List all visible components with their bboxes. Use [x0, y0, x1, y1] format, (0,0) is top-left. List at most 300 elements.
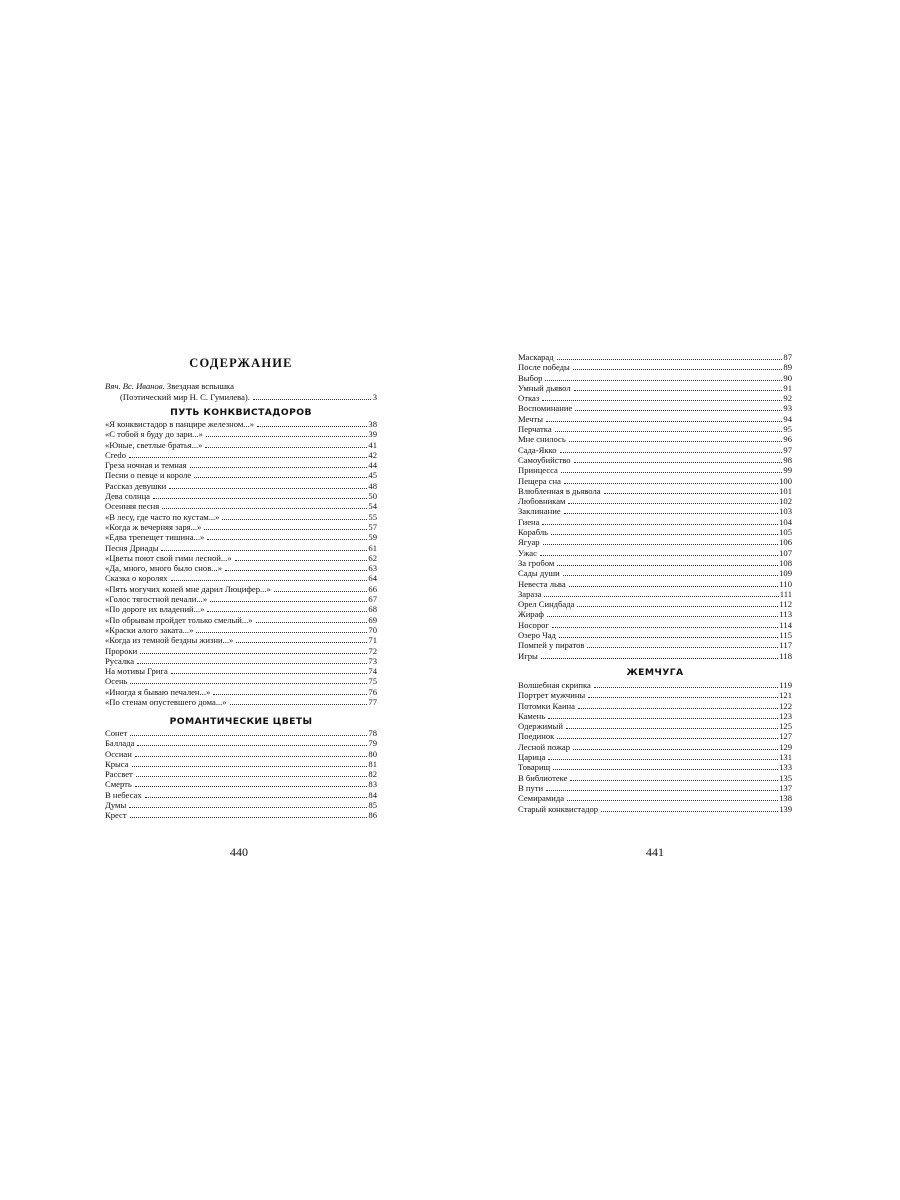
leader-dots: [225, 570, 367, 571]
toc-entry-page: 100: [779, 475, 792, 486]
toc-entry: [518, 496, 792, 506]
toc-entry-title: «Пять могучих коней мне дарил Люцифер...»: [105, 583, 271, 594]
leader-dots: [604, 493, 779, 494]
toc-entry: [105, 759, 377, 769]
toc-entry: [518, 721, 792, 731]
leader-dots: [222, 519, 367, 520]
toc-entry-title: Песни о певце и короле: [105, 470, 192, 481]
toc-entry-title: На мотивы Грига: [105, 666, 168, 677]
toc-entry-title: Мне снилось: [518, 434, 566, 445]
toc-entry-title: Принцесса: [518, 465, 558, 476]
leader-dots: [546, 790, 778, 791]
toc-entry-page: 122: [779, 700, 792, 711]
toc-entry-page: 118: [779, 650, 792, 661]
toc-entry-title: Семирамида: [518, 793, 565, 804]
intro-title-line2: (Поэтический мир Н. С. Гумилева).: [120, 392, 250, 402]
leader-dots: [130, 735, 367, 736]
toc-entry: [518, 651, 792, 661]
toc-entry: [518, 742, 792, 752]
toc-entry-title: «Когда из темной бездны жизни...»: [105, 635, 234, 646]
toc-entry-title: «Краски алого заката...»: [105, 624, 194, 635]
toc-entry: [105, 522, 377, 532]
toc-entry-title: Ягуар: [518, 537, 540, 548]
toc-entry: [105, 810, 377, 820]
toc-entry: [105, 440, 377, 450]
toc-entry: [518, 711, 792, 721]
leader-dots: [575, 410, 782, 411]
toc-entry: [518, 414, 792, 424]
toc-entry-page: 72: [368, 645, 377, 656]
toc-entry-page: 39: [368, 429, 377, 440]
toc-entry: [105, 615, 377, 625]
toc-entry: [518, 434, 792, 444]
toc-entry-title: Крыса: [105, 758, 129, 769]
toc-entry-title: Думы: [105, 800, 127, 811]
toc-entry-page: 62: [368, 552, 377, 563]
toc-entry: [105, 450, 377, 460]
leader-dots: [578, 708, 778, 709]
section-title-pearls: ЖЕМЧУГА: [626, 667, 684, 678]
toc-entry-title: Волшебная скрипка: [518, 680, 591, 690]
toc-entry-page: 90: [783, 372, 792, 383]
leader-dots: [546, 421, 782, 422]
section-title-conquistadors: ПУТЬ КОНКВИСТАДОРОВ: [170, 407, 312, 418]
section-list-pearls: [518, 680, 792, 814]
toc-entry: [518, 465, 792, 475]
leader-dots: [196, 632, 367, 633]
toc-entry-title: Рассвет: [105, 769, 133, 780]
leader-dots: [235, 560, 368, 561]
toc-entry-title: Выбор: [518, 372, 543, 383]
toc-entry-title: Игры: [518, 650, 538, 661]
leader-dots: [205, 447, 367, 448]
toc-entry-page: 131: [779, 752, 792, 763]
leader-dots: [541, 658, 779, 659]
toc-entry-page: 59: [368, 532, 377, 543]
toc-entry-page: 135: [779, 772, 792, 783]
toc-entry-title: Ужас: [518, 547, 537, 558]
toc-entry-title: Корабль: [518, 527, 549, 538]
toc-entry-title: Гиена: [518, 516, 540, 527]
toc-entry-title: Рассказ девушки: [105, 480, 167, 491]
toc-entry-page: 68: [368, 604, 377, 615]
toc-entry-title: Воспоминание: [518, 403, 573, 414]
toc-entry: [105, 553, 377, 563]
toc-entry-title: Орел Синдбада: [518, 599, 575, 610]
toc-entry-page: 73: [368, 655, 377, 666]
toc-entry: [105, 419, 377, 429]
toc-entry-title: Баллада: [105, 738, 135, 749]
toc-entry: [105, 790, 377, 800]
toc-entry: [518, 486, 792, 496]
toc-entry-page: 125: [779, 721, 792, 732]
toc-entry: [105, 697, 377, 707]
toc-entry: [105, 676, 377, 686]
toc-entry-title: Носорог: [518, 619, 549, 630]
toc-entry: [105, 563, 377, 573]
toc-entry: [518, 762, 792, 772]
toc-entry-page: 97: [783, 444, 792, 455]
toc-entry-page: 96: [783, 434, 792, 445]
toc-entry: [518, 568, 792, 578]
toc-entry-title: Умный дьявол: [518, 382, 571, 393]
leader-dots: [542, 400, 782, 401]
section-title-romantic-flowers: РОМАНТИЧЕСКИЕ ЦВЕТЫ: [169, 716, 313, 727]
toc-entry-page: 107: [779, 547, 792, 558]
toc-entry-page: 127: [779, 731, 792, 742]
leader-dots: [129, 457, 367, 458]
toc-entry: [105, 594, 377, 604]
toc-entry: [105, 491, 377, 501]
toc-entry-title: Самоубийство: [518, 454, 571, 465]
leader-dots: [573, 749, 778, 750]
leader-dots: [574, 390, 783, 391]
toc-entry-page: 77: [368, 697, 377, 708]
toc-entry-title: Русалка: [105, 655, 135, 666]
toc-entry-page: 112: [779, 599, 792, 610]
toc-entry: [105, 481, 377, 491]
toc-entry: [518, 701, 792, 711]
toc-entry-title: Камень: [518, 710, 546, 721]
toc-entry-title: После победы: [518, 362, 570, 373]
leader-dots: [569, 441, 783, 442]
toc-entry: [518, 599, 792, 609]
toc-entry: [105, 656, 377, 666]
toc-entry-page: 89: [783, 362, 792, 373]
toc-entry: [105, 635, 377, 645]
toc-entry-title: Перчатка: [518, 424, 552, 435]
toc-entry-page: 55: [368, 511, 377, 522]
toc-entry: [518, 620, 792, 630]
leader-dots: [132, 766, 368, 767]
toc-entry: [518, 537, 792, 547]
leader-dots: [570, 780, 778, 781]
toc-entry-title: «Я конквистадор в панцире железном...»: [105, 419, 255, 429]
toc-entry: [518, 731, 792, 741]
toc-entry-page: 91: [783, 382, 792, 393]
toc-entry: [105, 501, 377, 511]
leader-dots: [256, 622, 368, 623]
toc-entry: [105, 800, 377, 810]
leader-dots: [557, 738, 778, 739]
toc-entry-page: 54: [368, 501, 377, 512]
toc-entry: [518, 680, 792, 690]
leader-dots: [566, 728, 778, 729]
toc-entry-title: «Да, много, много было снов...»: [105, 563, 222, 574]
toc-entry-title: Товарищ: [518, 762, 551, 773]
toc-entry-page: 94: [783, 413, 792, 424]
toc-entry: [105, 460, 377, 470]
leader-dots: [204, 529, 367, 530]
toc-entry: [518, 579, 792, 589]
toc-entry: [105, 584, 377, 594]
toc-entry: [518, 630, 792, 640]
leader-dots: [573, 369, 783, 370]
toc-entry-page: 44: [368, 460, 377, 471]
leader-dots: [601, 811, 778, 812]
toc-entry: [518, 362, 792, 372]
leader-dots: [257, 426, 367, 427]
leader-dots: [551, 534, 778, 535]
toc-entry-page: 103: [779, 506, 792, 517]
toc-entry-page: 133: [779, 762, 792, 773]
toc-entry-title: Дева солнца: [105, 491, 150, 502]
toc-entry-page: 41: [368, 439, 377, 450]
toc-entry-title: «Голос тягостной печали...»: [105, 594, 208, 605]
leader-dots: [561, 472, 783, 473]
toc-entry: [518, 352, 792, 362]
leader-dots: [130, 817, 368, 818]
toc-entry-page: 79: [368, 738, 377, 749]
leader-dots: [555, 431, 783, 432]
toc-entry-page: 123: [779, 710, 792, 721]
toc-entry-title: Сказка о королях: [105, 573, 168, 584]
leader-dots: [560, 452, 783, 453]
leader-dots: [194, 477, 367, 478]
toc-entry-page: 67: [368, 594, 377, 605]
toc-entry-page: 42: [368, 449, 377, 460]
toc-entry-title: Помпей у пиратов: [518, 640, 585, 651]
toc-entry-page: 76: [368, 686, 377, 697]
leader-dots: [548, 759, 778, 760]
toc-entry-page: 99: [783, 465, 792, 476]
leader-dots: [542, 524, 778, 525]
toc-entry-page: 139: [779, 803, 792, 814]
toc-entry-page: 66: [368, 583, 377, 594]
toc-entry-page: 50: [368, 491, 377, 502]
toc-entry-page: 98: [783, 454, 792, 465]
toc-entry-title: «Юные, светлые братья...»: [105, 439, 203, 450]
leader-dots: [145, 797, 368, 798]
toc-entry-page: 101: [779, 485, 792, 496]
leader-dots: [236, 642, 367, 643]
toc-entry-title: «Едва трепещет тишина...»: [105, 532, 205, 543]
toc-entry: [105, 429, 377, 439]
toc-entry-title: Мечты: [518, 413, 543, 424]
toc-entry: [105, 543, 377, 553]
toc-entry-title: Греза ночная и темная: [105, 460, 187, 471]
toc-entry-page: 92: [783, 393, 792, 404]
toc-entry-page: 45: [368, 470, 377, 481]
toc-entry-title: За гробом: [518, 557, 555, 568]
intro-title-line1: Звездная вспышка: [166, 381, 234, 391]
toc-entry-title: В пути: [518, 782, 544, 793]
leader-dots: [547, 616, 778, 617]
toc-entry-page: 102: [779, 496, 792, 507]
toc-entry-page: 63: [368, 563, 377, 574]
toc-entry-page: 82: [368, 769, 377, 780]
toc-entry-page: 105: [779, 527, 792, 538]
toc-entry-title: Маскарад: [518, 352, 554, 362]
toc-entry: [105, 779, 377, 789]
leader-dots: [161, 550, 367, 551]
toc-entry-page: 48: [368, 480, 377, 491]
toc-entry: [518, 383, 792, 393]
toc-entry-page: 78: [368, 728, 377, 738]
toc-entry-title: «Когда ж вечерняя заря...»: [105, 521, 202, 532]
leader-dots: [567, 800, 778, 801]
leader-dots: [162, 508, 367, 509]
toc-entry-page: 106: [779, 537, 792, 548]
toc-entry: [518, 455, 792, 465]
toc-entry-title: «Иногда я бываю печален...»: [105, 686, 211, 697]
toc-entry-title: «В лесу, где часто по кустам...»: [105, 511, 220, 522]
toc-entry-title: Портрет мужчины: [518, 690, 586, 701]
toc-entry-title: Песня Дриады: [105, 542, 159, 553]
leader-dots: [129, 807, 367, 808]
toc-entry-page: 74: [368, 666, 377, 677]
toc-entry-title: Царица: [518, 752, 546, 763]
leader-dots: [557, 359, 783, 360]
toc-entry-title: Отказ: [518, 393, 540, 404]
leader-dots: [594, 687, 779, 688]
toc-entry: [105, 532, 377, 542]
toc-entry-title: Одержимый: [518, 721, 563, 732]
toc-entry: [518, 393, 792, 403]
toc-entry-page: 95: [783, 424, 792, 435]
toc-entry: [518, 752, 792, 762]
toc-entry-page: 121: [779, 690, 792, 701]
toc-entry-title: «По обрывам пройдет только смелый...»: [105, 614, 253, 625]
leader-dots: [548, 718, 778, 719]
page-number-right: 441: [646, 845, 664, 859]
toc-entry-title: Лесной пожар: [518, 741, 570, 752]
leader-dots: [169, 488, 367, 489]
toc-entry-title: «Цветы поют свой гимн лесной...»: [105, 552, 232, 563]
toc-entry-title: Потомки Каина: [518, 700, 575, 711]
toc-entry-title: Пророки: [105, 645, 138, 656]
toc-entry-title: «По стенам опустевшего дома...»: [105, 697, 227, 708]
toc-entry: [518, 793, 792, 803]
toc-entry-title: Зараза: [518, 588, 542, 599]
toc-entry-page: 113: [779, 609, 792, 620]
leader-dots: [213, 694, 367, 695]
toc-entry-page: 80: [368, 748, 377, 759]
leader-dots: [564, 483, 778, 484]
toc-entry: [105, 749, 377, 759]
toc-entry: [105, 728, 377, 738]
toc-entry-title: Жираф: [518, 609, 544, 620]
toc-entry-title: Любовникам: [518, 496, 566, 507]
leader-dots: [137, 663, 367, 664]
toc-entry: [518, 527, 792, 537]
toc-entry-page: 84: [368, 789, 377, 800]
toc-entry-title: В библиотеке: [518, 772, 568, 783]
toc-entry-page: 108: [779, 557, 792, 568]
toc-entry-page: 85: [368, 800, 377, 811]
toc-entry: [518, 558, 792, 568]
toc-entry: [518, 589, 792, 599]
leader-dots: [544, 596, 778, 597]
toc-entry-page: 87: [783, 352, 792, 362]
toc-entry: [518, 373, 792, 383]
toc-entry-title: Осень: [105, 676, 128, 687]
toc-entry-page: 117: [779, 640, 792, 651]
toc-entry-title: В небесах: [105, 789, 142, 800]
toc-entry-title: Озеро Чад: [518, 630, 556, 641]
leader-dots: [274, 591, 368, 592]
toc-entry-page: 81: [368, 758, 377, 769]
leader-dots: [577, 606, 778, 607]
toc-entry-page: 83: [368, 779, 377, 790]
toc-entry: [518, 517, 792, 527]
leader-dots: [130, 683, 367, 684]
toc-entry-page: 71: [368, 635, 377, 646]
toc-entry: [105, 604, 377, 614]
leader-dots: [543, 544, 779, 545]
toc-entry-title: Поединок: [518, 731, 555, 742]
toc-entry-page: 61: [368, 542, 377, 553]
contents-title: СОДЕРЖАНИЕ: [189, 356, 293, 370]
toc-entry: [105, 687, 377, 697]
toc-entry-page: 86: [368, 810, 377, 821]
toc-entry-title: Смерть: [105, 779, 132, 790]
toc-entry: [518, 690, 792, 700]
toc-entry-title: Осенняя песня: [105, 501, 160, 512]
toc-entry: [105, 738, 377, 748]
toc-entry: [518, 424, 792, 434]
leader-dots: [540, 555, 778, 556]
toc-entry: [518, 548, 792, 558]
toc-entry-title: Заклинание: [518, 506, 561, 517]
leader-dots: [588, 697, 778, 698]
leader-dots: [207, 611, 367, 612]
toc-entry-page: 110: [779, 578, 792, 589]
toc-entry-page: 75: [368, 676, 377, 687]
leader-dots: [171, 580, 368, 581]
section-list-romantic-flowers: [105, 728, 377, 821]
leader-dots: [557, 565, 778, 566]
toc-entry-title: Пещера сна: [518, 475, 561, 486]
leader-dots: [140, 653, 367, 654]
leader-dots: [210, 601, 367, 602]
leader-dots: [206, 436, 367, 437]
page-number-left: 440: [230, 845, 248, 859]
toc-entry-title: «С тобой я буду до зари...»: [105, 429, 203, 440]
toc-entry-title: Сонет: [105, 728, 128, 738]
toc-entry: [105, 470, 377, 480]
toc-entry-page: 57: [368, 521, 377, 532]
leader-dots: [135, 786, 368, 787]
toc-entry-page: 109: [779, 568, 792, 579]
toc-entry: [518, 804, 792, 814]
toc-entry: [105, 646, 377, 656]
toc-entry-title: Старый конквистадор: [518, 803, 599, 814]
leader-dots: [135, 756, 368, 757]
toc-entry-title: Credo: [105, 449, 127, 460]
leader-dots: [552, 627, 778, 628]
toc-entry-page: 138: [779, 793, 792, 804]
leader-dots: [569, 586, 779, 587]
leader-dots: [171, 673, 368, 674]
toc-entry: [518, 403, 792, 413]
section-list-continued: [518, 352, 792, 661]
toc-entry-title: Влюбленная в дьявола: [518, 485, 601, 496]
toc-entry: [105, 625, 377, 635]
leader-dots: [587, 647, 778, 648]
toc-entry: [518, 783, 792, 793]
leader-dots: [230, 704, 368, 705]
leader-dots: [559, 637, 778, 638]
toc-entry-page: 93: [783, 403, 792, 414]
toc-entry-title: Оссиан: [105, 748, 132, 759]
toc-entry: [105, 573, 377, 583]
toc-entry-title: Крест: [105, 810, 127, 821]
leader-dots: [153, 498, 367, 499]
toc-entry-page: 137: [779, 782, 792, 793]
toc-entry-title: Невеста льва: [518, 578, 566, 589]
toc-entry-title: Сады души: [518, 568, 560, 579]
